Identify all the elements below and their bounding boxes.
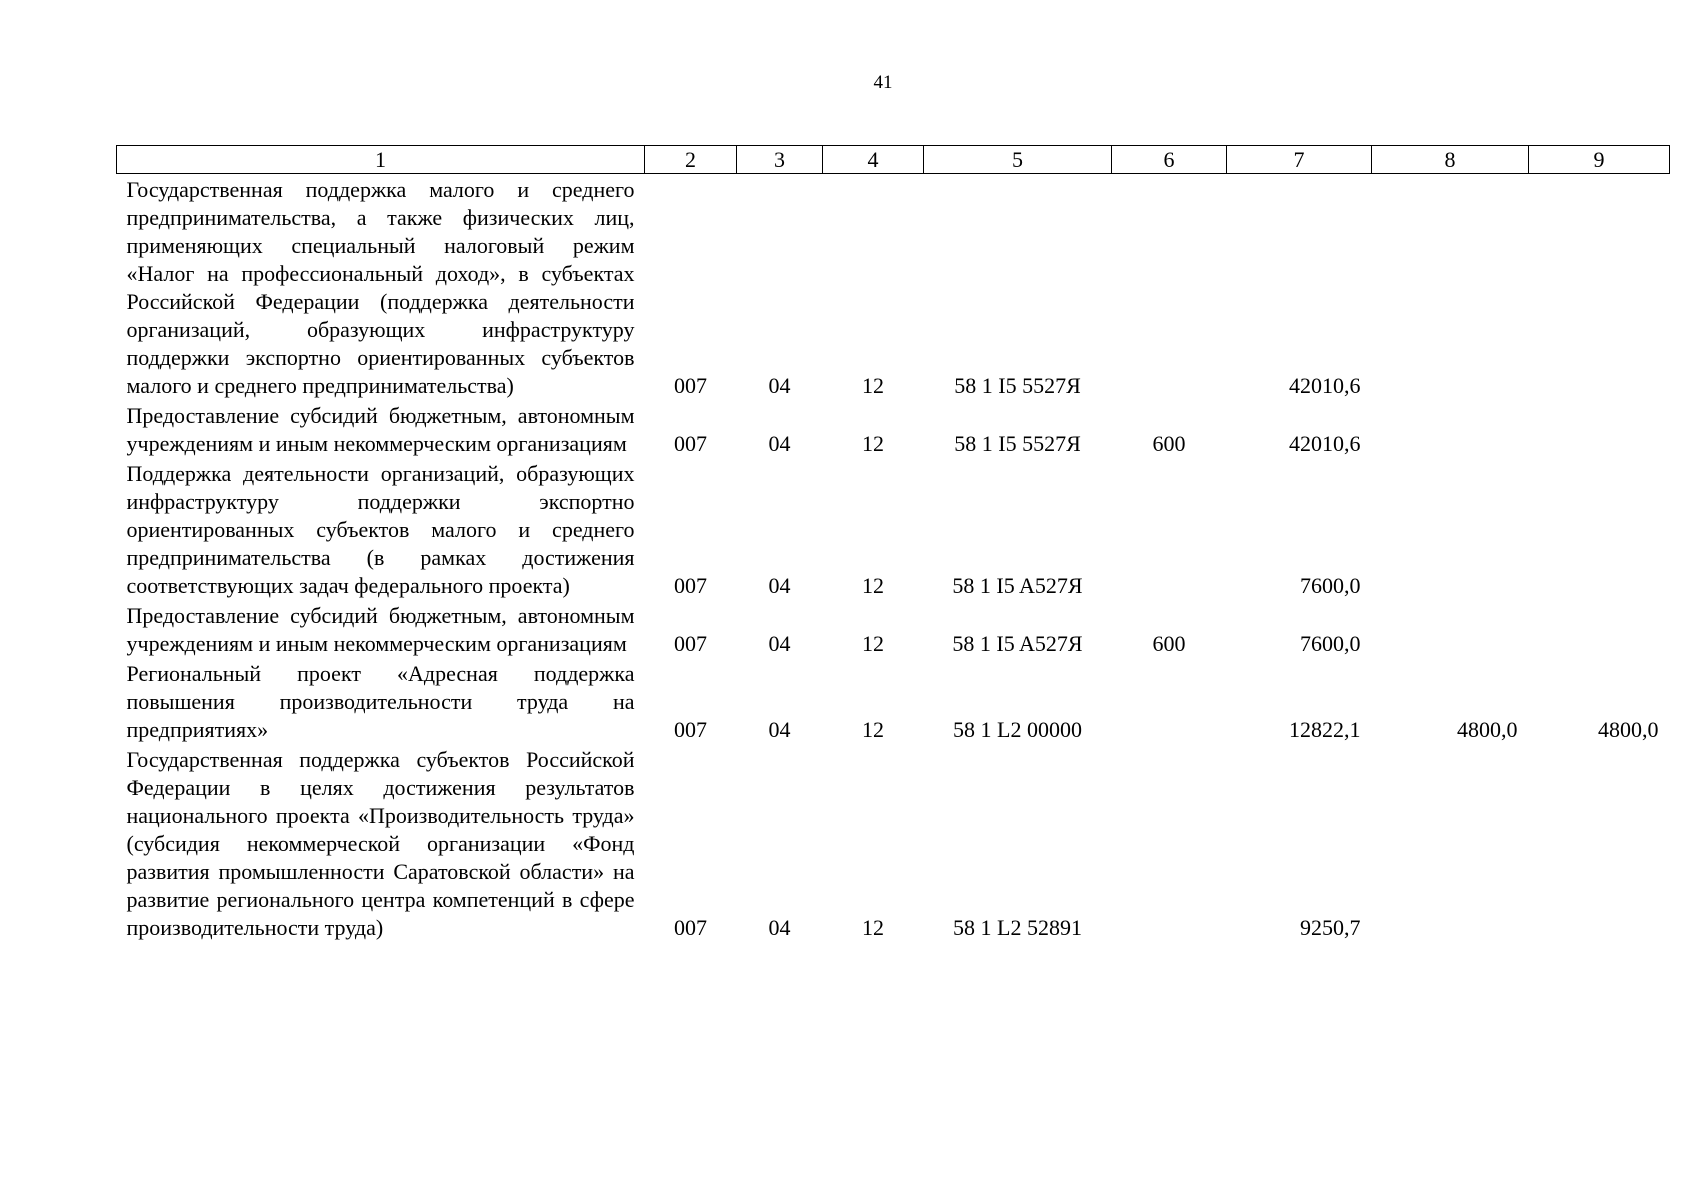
ministry-code: 007 <box>674 915 707 940</box>
expense-name: Региональный проект «Адресная поддержка повышения производительности труда на предприятиях» <box>126 661 635 742</box>
subsection-code: 12 <box>862 573 884 598</box>
subsection-code: 12 <box>862 431 884 456</box>
amount-col-7: 9250,7 <box>1300 915 1361 940</box>
expense-name: Предоставление субсидий бюджетным, автономным учреждениям и иным некоммерческим организациям <box>126 403 635 456</box>
expense-type-code <box>1112 174 1227 401</box>
table-row <box>117 400 1670 458</box>
expense-name: Государственная поддержка малого и среднего предпринимательства, а также физических лиц, применяющих специальный налоговый режим «Налог на профессиональный доход», в субъектах Российской Федерации (поддержка деятельности организаций, образующих инфраструктуру поддержки экспортно ориентированных субъектов малого и среднего предпринимательства) <box>126 177 635 398</box>
column-number-8: 8 <box>1372 146 1529 174</box>
section-code: 04 <box>768 631 791 656</box>
target-article-code: 58 1 I5 A527Я <box>952 573 1083 598</box>
expense-name: Предоставление субсидий бюджетным, автономным учреждениям и иным некоммерческим организациям <box>126 603 635 656</box>
amount-col-9 <box>1529 174 1670 401</box>
column-number-4: 4 <box>823 146 924 174</box>
subsection-code: 12 <box>862 631 884 656</box>
target-article-code: 58 1 L2 52891 <box>953 915 1082 940</box>
amount-col-9 <box>1529 744 1670 942</box>
amount-col-7: 42010,6 <box>1289 373 1361 398</box>
expense-type-code <box>1112 458 1227 600</box>
ministry-code: 007 <box>674 573 707 598</box>
amount-col-7: 12822,1 <box>1289 717 1361 742</box>
ministry-code: 007 <box>674 631 707 656</box>
ministry-code: 007 <box>674 373 707 398</box>
amount-col-8 <box>1372 400 1529 458</box>
target-article-code: 58 1 I5 A527Я <box>952 631 1083 656</box>
subsection-code: 12 <box>862 915 884 940</box>
table-row <box>117 458 1670 600</box>
expense-type-code: 600 <box>1152 431 1186 456</box>
column-number-5: 5 <box>924 146 1112 174</box>
target-article-code: 58 1 I5 5527Я <box>954 431 1081 456</box>
column-number-9: 9 <box>1529 146 1670 174</box>
table-row <box>117 658 1670 744</box>
table-row <box>117 744 1670 942</box>
amount-col-9 <box>1529 600 1670 658</box>
column-number-6: 6 <box>1112 146 1227 174</box>
amount-col-9 <box>1529 458 1670 600</box>
amount-col-8 <box>1372 600 1529 658</box>
target-article-code: 58 1 L2 00000 <box>953 717 1082 742</box>
amount-col-8: 4800,0 <box>1457 717 1518 742</box>
amount-col-9: 4800,0 <box>1598 717 1659 742</box>
column-number-2: 2 <box>645 146 737 174</box>
section-code: 04 <box>768 717 791 742</box>
subsection-code: 12 <box>862 373 884 398</box>
expense-name: Государственная поддержка субъектов Российской Федерации в целях достижения результатов национального проекта «Производительность труда» (субсидия некоммерческой организации «Фонд развития промышленности Саратовской области» на развитие регионального центра компетенций в сфере производительности труда) <box>126 747 635 940</box>
table-row <box>117 600 1670 658</box>
section-code: 04 <box>768 573 791 598</box>
subsection-code: 12 <box>862 717 884 742</box>
table-row <box>117 174 1670 401</box>
expense-type-code <box>1112 658 1227 744</box>
section-code: 04 <box>768 373 791 398</box>
amount-col-7: 7600,0 <box>1300 573 1361 598</box>
table-header-row <box>117 146 1670 174</box>
page-number: 41 <box>873 72 893 93</box>
expense-type-code: 600 <box>1152 631 1186 656</box>
column-number-7: 7 <box>1227 146 1372 174</box>
budget-table <box>116 145 1670 942</box>
section-code: 04 <box>768 431 791 456</box>
expense-name: Поддержка деятельности организаций, образующих инфраструктуру поддержки экспортно ориентированных субъектов малого и среднего предпринимательства (в рамках достижения соответствующих задач федерального проекта) <box>126 461 635 598</box>
amount-col-8 <box>1372 458 1529 600</box>
amount-col-9 <box>1529 400 1670 458</box>
amount-col-8 <box>1372 174 1529 401</box>
expense-type-code <box>1112 744 1227 942</box>
ministry-code: 007 <box>674 717 707 742</box>
ministry-code: 007 <box>674 431 707 456</box>
column-number-1: 1 <box>117 146 645 174</box>
target-article-code: 58 1 I5 5527Я <box>954 373 1081 398</box>
amount-col-8 <box>1372 744 1529 942</box>
amount-col-7: 7600,0 <box>1300 631 1361 656</box>
column-number-3: 3 <box>737 146 823 174</box>
section-code: 04 <box>768 915 791 940</box>
amount-col-7: 42010,6 <box>1289 431 1361 456</box>
